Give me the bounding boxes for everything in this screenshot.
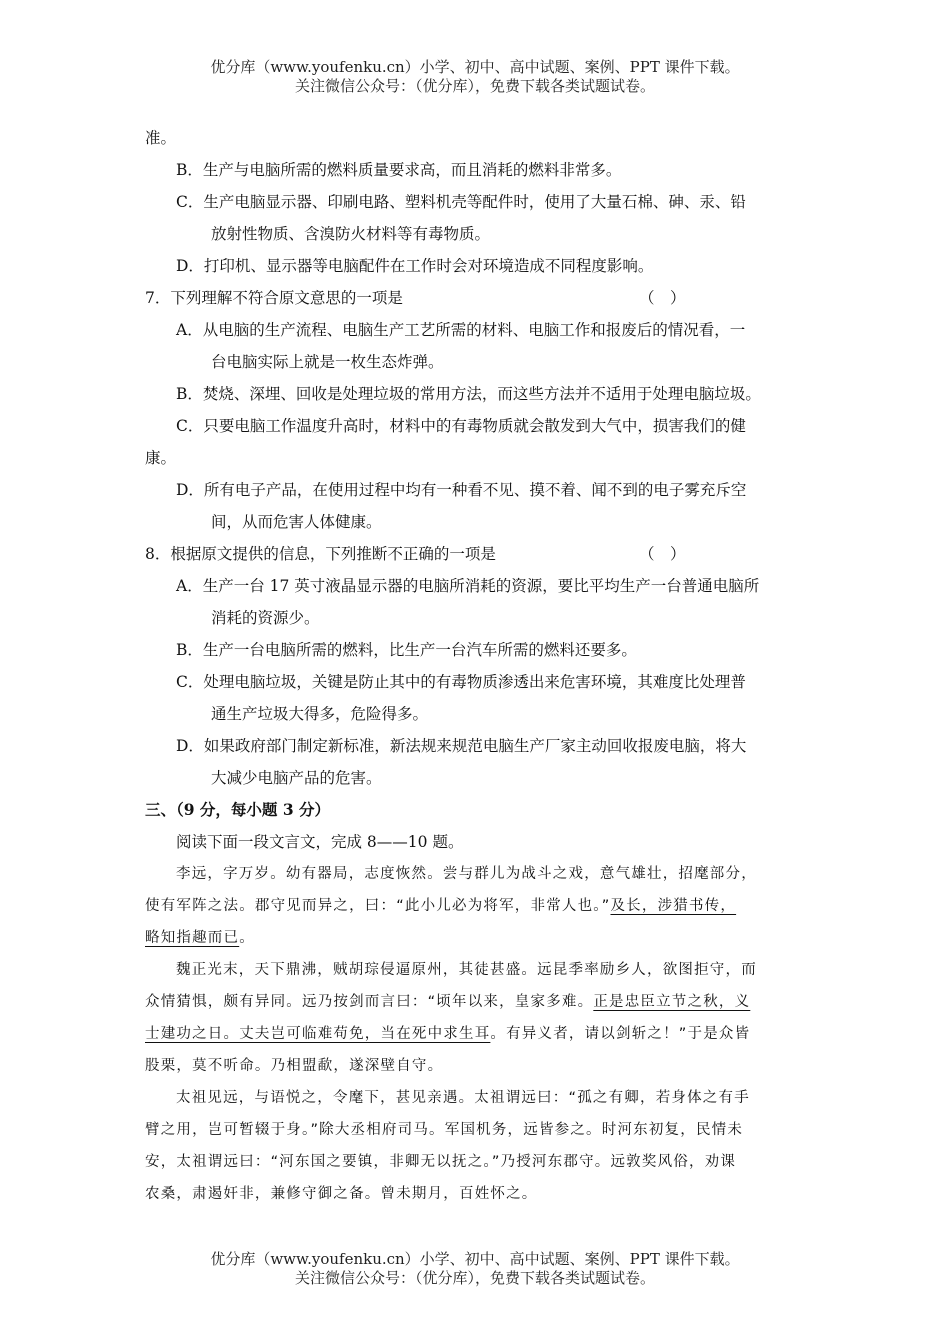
q6-option-c-line1: C．生产电脑显示器、印刷电路、塑料机壳等配件时，使用了大量石棉、砷、汞、铅 (176, 193, 746, 211)
q6-option-b: B．生产与电脑所需的燃料质量要求高，而且消耗的燃料非常多。 (176, 161, 622, 179)
classical-passage (145, 858, 810, 1210)
q8-option-c-line1: C．处理电脑垃圾，关键是防止其中的有毒物质渗透出来危害环境，其难度比处理普 (176, 673, 746, 691)
q8-stem (145, 538, 810, 570)
page-footer (0, 1250, 950, 1288)
header-line-1: 优分库（www.youfenku.cn）小学、初中、高中试题、案例、PPT 课件下载。 (210, 58, 740, 76)
section-3-intro: 阅读下面一段文言文，完成 8——10 题。 (176, 833, 464, 851)
q7-option-d-line2: 间，从而危害人体健康。 (211, 513, 382, 531)
q7-stem-text: 7．下列理解不符合原文意思的一项是 (145, 289, 403, 307)
underlined-sentence-1-cont: 略知指趣而已 (145, 930, 240, 946)
q7-option-a-line2: 台电脑实际上就是一枚生态炸弹。 (211, 353, 444, 371)
passage-p2-line3 (145, 1018, 810, 1050)
q7-answer-blank: （ ） (639, 289, 686, 307)
q8-option-c-line2: 通生产垃圾大得多，危险得多。 (211, 705, 429, 723)
document-body (145, 122, 810, 1210)
passage-p3-line2: 臂之用，岂可暂辍于身。”除大丞相府司马。军国机务，远皆参之。时河东初复，民情未 (145, 1122, 744, 1138)
underlined-sentence-2-cont: 士建功之日。丈夫岂可临难苟免，当在死中求生耳 (145, 1026, 491, 1042)
passage-p1-line1: 李远，字万岁。幼有器局，志度恢然。尝与群儿为战斗之戏，意气雄壮，招麾部分， (176, 866, 757, 882)
q7-option-a-line1: A．从电脑的生产流程、电脑生产工艺所需的材料、电脑工作和报废后的情况看，一 (176, 321, 746, 339)
passage-text: 使有军阵之法。郡守见而异之，曰：“此小儿必为将军，非常人也。” (145, 898, 611, 914)
passage-p2-line1: 魏正光末，天下鼎沸，贼胡琮侵逼原州，其徒甚盛。远昆季率励乡人，欲图拒守，而 (176, 962, 757, 978)
q8-option-d-line2: 大减少电脑产品的危害。 (211, 769, 382, 787)
footer-line-2: 关注微信公众号：（优分库），免费下载各类试题试卷。 (294, 1269, 655, 1287)
q8-stem-text: 8．根据原文提供的信息，下列推断不正确的一项是 (145, 545, 496, 563)
footer-line-1: 优分库（www.youfenku.cn）小学、初中、高中试题、案例、PPT 课件下载。 (210, 1250, 740, 1268)
passage-p1-line2 (145, 890, 810, 922)
passage-p3-line1: 太祖见远，与语悦之，令麾下，甚见亲遇。太祖谓远曰：“孤之有卿，若身体之有手 (176, 1090, 750, 1106)
header-line-2: 关注微信公众号：（优分库），免费下载各类试题试卷。 (294, 77, 655, 95)
passage-p2-line2 (145, 986, 810, 1018)
underlined-sentence-2: 正是忠臣立节之秋，义 (593, 994, 751, 1010)
q7-option-d-line1: D．所有电子产品，在使用过程中均有一种看不见、摸不着、闻不到的电子雾充斥空 (176, 481, 747, 499)
passage-p2-line4: 股栗，莫不听命。乃相盟歃，遂深壁自守。 (145, 1058, 444, 1074)
passage-text: 。 (239, 930, 255, 946)
section-3-title: 三、（9 分，每小题 3 分） (145, 800, 331, 819)
q6-stem-tail: 准。 (145, 129, 177, 147)
q8-option-d-line1: D．如果政府部门制定新标准，新法规来规范电脑生产厂家主动回收报废电脑，将大 (176, 737, 747, 755)
page-header (0, 58, 950, 96)
q8-option-a-line1: A．生产一台 17 英寸液晶显示器的电脑所消耗的资源，要比平均生产一台普通电脑所 (176, 577, 760, 595)
passage-text: 众情猜惧，颇有异同。远乃按剑而言曰：“顷年以来，皇家多难。 (145, 994, 594, 1010)
q7-stem (145, 282, 810, 314)
passage-p3-line3: 安，太祖谓远曰：“河东国之要镇，非卿无以抚之。”乃授河东郡守。远敦奖风俗，劝课 (145, 1154, 737, 1170)
q6-option-d: D．打印机、显示器等电脑配件在工作时会对环境造成不同程度影响。 (176, 257, 654, 275)
q8-answer-blank: （ ） (639, 545, 686, 563)
passage-p3-line4: 农桑，肃遏奸非，兼修守御之备。曾未期月，百姓怀之。 (145, 1186, 538, 1202)
passage-text: 。有异义者，请以剑斩之！”于是众皆 (490, 1026, 751, 1042)
q6-option-c-line2: 放射性物质、含溴防火材料等有毒物质。 (211, 225, 491, 243)
q7-option-c-line1: C．只要电脑工作温度升高时，材料中的有毒物质就会散发到大气中，损害我们的健 (176, 417, 746, 435)
q7-option-b: B．焚烧、深埋、回收是处理垃圾的常用方法，而这些方法并不适用于处理电脑垃圾。 (176, 385, 761, 403)
q8-option-b: B．生产一台电脑所需的燃料，比生产一台汽车所需的燃料还要多。 (176, 641, 637, 659)
q8-option-a-line2: 消耗的资源少。 (211, 609, 320, 627)
q7-option-c-line2: 康。 (145, 449, 177, 467)
underlined-sentence-1: 及长，涉猎书传， (610, 898, 737, 914)
passage-p1-line3 (145, 922, 810, 954)
